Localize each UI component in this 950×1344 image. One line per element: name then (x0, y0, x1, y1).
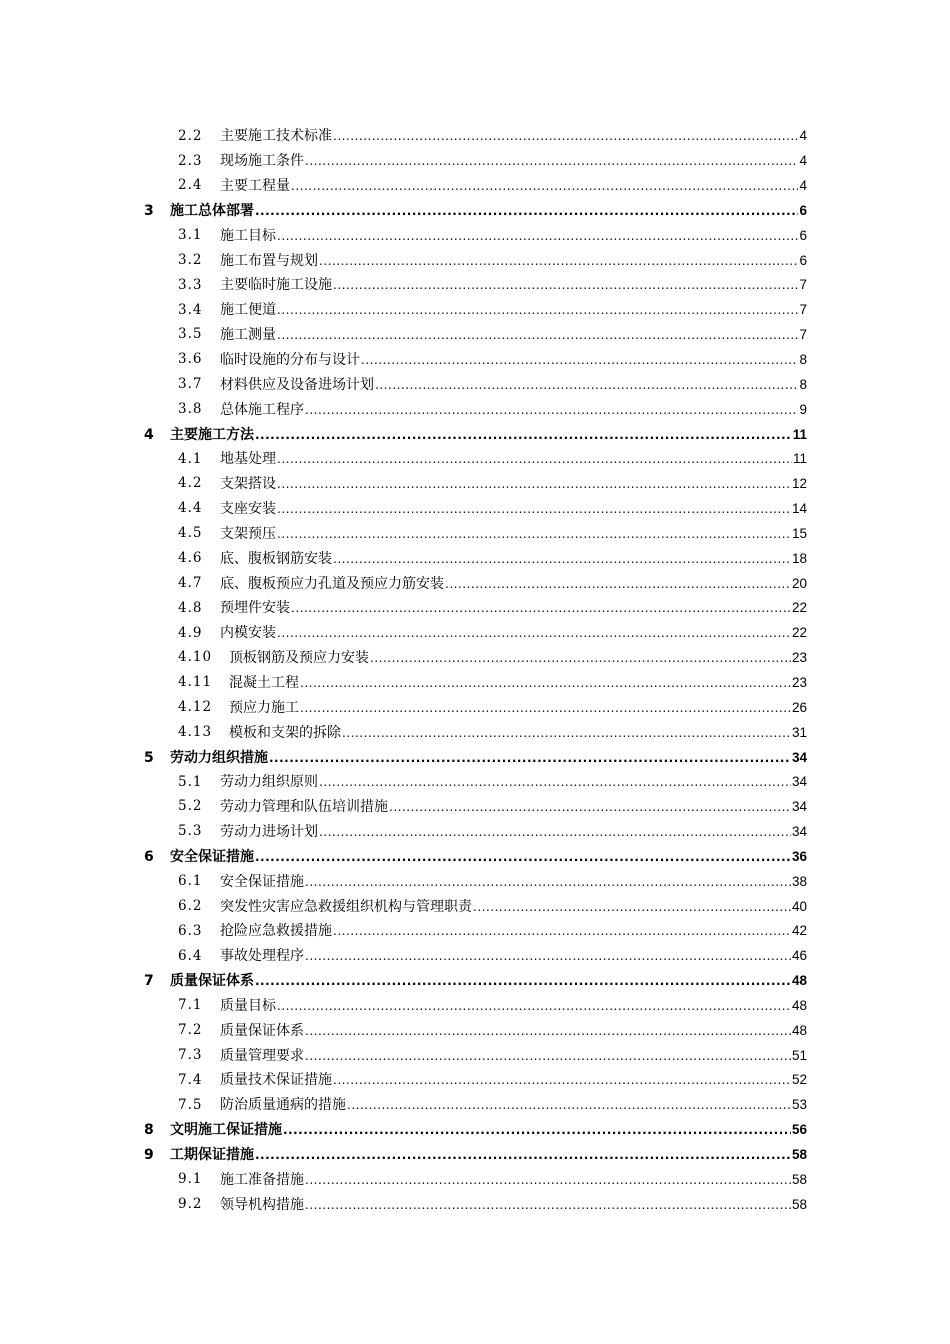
toc-entry-line (229, 701, 807, 715)
toc-entry-title: 事故处理程序 (220, 948, 304, 965)
toc-entry-line (220, 875, 807, 889)
toc-entry-number: 3.4 (178, 301, 203, 318)
toc-page-number: 11 (792, 426, 807, 442)
toc-entry-line (220, 900, 807, 914)
toc-section-entry[interactable] (0, 223, 950, 248)
toc-entry-line (220, 328, 807, 342)
toc-entry-number: 3.2 (178, 251, 203, 268)
toc-entry-title: 顶板钢筋及预应力安装 (229, 650, 369, 667)
toc-entry-line (220, 949, 807, 963)
toc-section-entry[interactable] (0, 1018, 950, 1043)
toc-entry-number: 2.2 (178, 127, 203, 144)
toc-entry-number: 6 (144, 848, 154, 865)
toc-entry-title: 劳动力组织措施 (170, 749, 268, 766)
toc-entry-line (220, 552, 807, 566)
toc-entry-line (229, 726, 807, 740)
toc-section-entry[interactable] (0, 472, 950, 497)
toc-page-number: 7 (799, 277, 807, 293)
toc-dot-leader (277, 329, 798, 341)
toc-entry-number: 8 (144, 1122, 154, 1139)
toc-section-entry[interactable] (0, 248, 950, 273)
toc-entry-title: 支架搭设 (220, 476, 276, 493)
toc-entry-title: 施工测量 (220, 327, 276, 344)
toc-entry-line (220, 1024, 807, 1038)
toc-entry-line (220, 825, 807, 839)
toc-page-number: 34 (791, 824, 807, 840)
toc-section-entry[interactable] (0, 646, 950, 671)
toc-dot-leader (283, 1124, 791, 1136)
toc-entry-line (220, 129, 807, 143)
toc-page-number: 4 (799, 128, 807, 144)
toc-entry-number: 7.2 (178, 1022, 203, 1039)
toc-section-entry[interactable] (0, 546, 950, 571)
toc-dot-leader (277, 1000, 791, 1012)
toc-page-number: 8 (799, 376, 807, 392)
toc-section-entry[interactable] (0, 1068, 950, 1093)
toc-entry-number: 4.11 (178, 674, 213, 691)
toc-entry-line (220, 154, 807, 168)
toc-dot-leader (473, 901, 791, 913)
toc-chapter-entry[interactable] (0, 745, 950, 770)
toc-entry-line (220, 924, 807, 938)
toc-page-number: 6 (799, 202, 807, 218)
toc-page-number: 11 (792, 451, 807, 467)
toc-entry-number: 7.4 (178, 1071, 203, 1088)
toc-entry-number: 5.2 (178, 798, 203, 815)
toc-entry-number: 3.7 (178, 376, 203, 393)
toc-dot-leader (445, 578, 791, 590)
toc-entry-number: 7 (144, 973, 154, 990)
toc-dot-leader (305, 950, 791, 962)
toc-entry-title: 质量技术保证措施 (220, 1072, 332, 1089)
toc-entry-line (220, 999, 807, 1013)
toc-entry-line (220, 278, 807, 292)
toc-entry-number: 4.6 (178, 550, 203, 567)
toc-entry-number: 4.1 (178, 450, 203, 467)
toc-entry-title: 底、腹板钢筋安装 (220, 550, 332, 567)
toc-entry-line (220, 1198, 807, 1212)
toc-entry-title: 施工准备措施 (220, 1171, 304, 1188)
toc-page-number: 34 (791, 774, 807, 790)
toc-entry-title: 主要施工方法 (170, 426, 254, 443)
toc-section-entry[interactable] (0, 720, 950, 745)
toc-entry-title: 模板和支架的拆除 (229, 724, 341, 741)
toc-entry-line (220, 303, 807, 317)
toc-entry-title: 质量目标 (220, 997, 276, 1014)
toc-entry-number: 7.1 (178, 997, 203, 1014)
toc-entry-title: 文明施工保证措施 (170, 1122, 282, 1139)
toc-section-entry[interactable] (0, 1192, 950, 1217)
toc-section-entry[interactable] (0, 671, 950, 696)
toc-entry-number: 3 (144, 202, 154, 219)
toc-entry-line (220, 1173, 807, 1187)
toc-entry-title: 地基处理 (220, 451, 276, 468)
toc-page-number: 53 (791, 1097, 807, 1113)
toc-entry-number: 6.4 (178, 947, 203, 964)
toc-page-number: 9 (799, 401, 807, 417)
toc-dot-leader (319, 776, 791, 788)
toc-section-entry[interactable] (0, 1167, 950, 1192)
toc-dot-leader (277, 528, 791, 540)
toc-section-entry[interactable] (0, 596, 950, 621)
toc-dot-leader (277, 453, 792, 465)
toc-entry-title: 工期保证措施 (170, 1147, 254, 1164)
toc-entry-line (170, 974, 807, 988)
toc-dot-leader (255, 429, 792, 441)
toc-entry-line (220, 452, 807, 466)
toc-page-number: 48 (791, 973, 807, 989)
toc-dot-leader (333, 925, 791, 937)
toc-section-entry[interactable] (0, 323, 950, 348)
toc-page-number: 7 (799, 302, 807, 318)
toc-dot-leader (291, 180, 798, 192)
toc-dot-leader (319, 255, 798, 267)
table-of-contents (0, 124, 950, 1217)
toc-dot-leader (300, 677, 791, 689)
toc-entry-title: 施工便道 (220, 302, 276, 319)
toc-entry-number: 4.9 (178, 624, 203, 641)
toc-section-entry[interactable] (0, 695, 950, 720)
toc-entry-title: 防治质量通病的措施 (220, 1097, 346, 1114)
toc-dot-leader (305, 1174, 791, 1186)
toc-entry-line (170, 204, 807, 218)
toc-entry-title: 主要施工技术标准 (220, 128, 332, 145)
toc-entry-line (220, 477, 807, 491)
toc-page-number: 23 (791, 674, 807, 690)
toc-entry-number: 7.5 (178, 1096, 203, 1113)
toc-entry-number: 2.4 (178, 177, 203, 194)
toc-entry-title: 抢险应急救援措施 (220, 923, 332, 940)
toc-section-entry[interactable] (0, 770, 950, 795)
toc-dot-leader (305, 876, 791, 888)
toc-page-number: 12 (791, 476, 807, 492)
toc-section-entry[interactable] (0, 621, 950, 646)
toc-entry-number: 4.13 (178, 723, 213, 740)
toc-entry-number: 4 (144, 426, 154, 443)
toc-chapter-entry[interactable] (0, 844, 950, 869)
toc-entry-number: 3.5 (178, 326, 203, 343)
toc-dot-leader (255, 1149, 791, 1161)
toc-entry-title: 劳动力组织原则 (220, 774, 318, 791)
toc-page-number: 6 (799, 227, 807, 243)
toc-section-entry[interactable] (0, 372, 950, 397)
toc-section-entry[interactable] (0, 944, 950, 969)
toc-entry-title: 领导机构措施 (220, 1196, 304, 1213)
toc-entry-number: 9.2 (178, 1195, 203, 1212)
toc-entry-line (229, 651, 807, 665)
toc-dot-leader (255, 205, 798, 217)
toc-entry-line (220, 378, 807, 392)
toc-dot-leader (361, 354, 798, 366)
toc-entry-line (170, 1123, 807, 1137)
toc-entry-number: 6.1 (178, 872, 203, 889)
toc-entry-title: 施工目标 (220, 227, 276, 244)
toc-entry-title: 安全保证措施 (220, 873, 304, 890)
toc-section-entry[interactable] (0, 298, 950, 323)
toc-entry-line (229, 676, 807, 690)
toc-entry-line (220, 229, 807, 243)
toc-page-number: 6 (799, 252, 807, 268)
toc-entry-title: 安全保证措施 (170, 848, 254, 865)
toc-entry-number: 4.8 (178, 599, 203, 616)
toc-section-entry[interactable] (0, 348, 950, 373)
toc-section-entry[interactable] (0, 273, 950, 298)
toc-page-number: 4 (799, 178, 807, 194)
toc-entry-number: 5.3 (178, 823, 203, 840)
toc-section-entry[interactable] (0, 919, 950, 944)
toc-entry-line (220, 403, 807, 417)
toc-entry-line (220, 601, 807, 615)
toc-page-number: 40 (791, 898, 807, 914)
toc-page-number: 34 (791, 749, 807, 765)
toc-page-number: 15 (791, 525, 807, 541)
toc-entry-title: 主要工程量 (220, 178, 290, 195)
toc-entry-title: 施工布置与规划 (220, 252, 318, 269)
toc-dot-leader (277, 627, 791, 639)
toc-dot-leader (333, 279, 798, 291)
toc-entry-line (220, 626, 807, 640)
toc-entry-title: 总体施工程序 (220, 401, 304, 418)
toc-section-entry[interactable] (0, 174, 950, 199)
toc-entry-title: 支架预压 (220, 525, 276, 542)
toc-entry-title: 材料供应及设备进场计划 (220, 376, 374, 393)
toc-page-number: 58 (791, 1171, 807, 1187)
toc-entry-number: 3.6 (178, 351, 203, 368)
toc-section-entry[interactable] (0, 795, 950, 820)
toc-chapter-entry[interactable] (0, 1143, 950, 1168)
toc-entry-title: 突发性灾害应急救援组织机构与管理职责 (220, 898, 472, 915)
toc-page-number: 20 (791, 575, 807, 591)
toc-entry-line (220, 577, 807, 591)
toc-section-entry[interactable] (0, 149, 950, 174)
toc-entry-number: 4.10 (178, 649, 213, 666)
toc-entry-number: 9 (144, 1147, 154, 1164)
toc-dot-leader (375, 379, 798, 391)
toc-entry-title: 质量保证体系 (170, 973, 254, 990)
toc-section-entry[interactable] (0, 447, 950, 472)
toc-dot-leader (277, 230, 798, 242)
toc-section-entry[interactable] (0, 397, 950, 422)
toc-section-entry[interactable] (0, 894, 950, 919)
toc-entry-number: 6.3 (178, 922, 203, 939)
toc-entry-line (220, 1073, 807, 1087)
toc-dot-leader (305, 155, 798, 167)
toc-dot-leader (342, 727, 791, 739)
toc-entry-line (220, 502, 807, 516)
toc-dot-leader (347, 1099, 791, 1111)
toc-entry-line (170, 1148, 807, 1162)
toc-section-entry[interactable] (0, 522, 950, 547)
toc-entry-title: 内模安装 (220, 625, 276, 642)
toc-entry-line (220, 1049, 807, 1063)
toc-entry-number: 9.1 (178, 1171, 203, 1188)
toc-entry-line (170, 850, 807, 864)
toc-dot-leader (389, 801, 791, 813)
toc-dot-leader (269, 752, 791, 764)
toc-dot-leader (277, 503, 791, 515)
toc-dot-leader (333, 1074, 791, 1086)
toc-entry-number: 5.1 (178, 773, 203, 790)
toc-entry-title: 预应力施工 (229, 699, 299, 716)
toc-page-number: 52 (791, 1072, 807, 1088)
toc-entry-title: 主要临时施工设施 (220, 277, 332, 294)
toc-page-number: 42 (791, 923, 807, 939)
toc-entry-line (220, 775, 807, 789)
toc-entry-title: 底、腹板预应力孔道及预应力筋安装 (220, 575, 444, 592)
toc-entry-number: 4.12 (178, 699, 213, 716)
toc-entry-line (170, 428, 807, 442)
toc-page-number: 7 (799, 327, 807, 343)
toc-page-number: 48 (791, 1022, 807, 1038)
toc-page-number: 56 (791, 1122, 807, 1138)
toc-entry-number: 4.4 (178, 500, 203, 517)
toc-page-number: 46 (791, 948, 807, 964)
toc-dot-leader (333, 553, 791, 565)
toc-entry-title: 劳动力管理和队伍培训措施 (220, 799, 388, 816)
toc-dot-leader (255, 851, 791, 863)
toc-page-number: 23 (791, 650, 807, 666)
toc-section-entry[interactable] (0, 820, 950, 845)
toc-entry-line (220, 179, 807, 193)
toc-page-number: 36 (791, 848, 807, 864)
toc-dot-leader (370, 652, 791, 664)
toc-chapter-entry[interactable] (0, 199, 950, 224)
toc-dot-leader (305, 404, 798, 416)
toc-page-number: 51 (791, 1047, 807, 1063)
toc-entry-line (220, 353, 807, 367)
toc-entry-number: 2.3 (178, 152, 203, 169)
toc-entry-line (220, 800, 807, 814)
toc-dot-leader (305, 1199, 791, 1211)
toc-page-number: 34 (791, 799, 807, 815)
toc-dot-leader (291, 602, 791, 614)
toc-entry-number: 3.8 (178, 400, 203, 417)
toc-entry-title: 质量管理要求 (220, 1047, 304, 1064)
toc-section-entry[interactable] (0, 994, 950, 1019)
toc-dot-leader (300, 702, 791, 714)
toc-dot-leader (305, 1025, 791, 1037)
toc-chapter-entry[interactable] (0, 1118, 950, 1143)
toc-entry-title: 现场施工条件 (220, 153, 304, 170)
toc-page-number: 22 (791, 625, 807, 641)
toc-entry-title: 劳动力进场计划 (220, 824, 318, 841)
toc-entry-number: 4.2 (178, 475, 203, 492)
toc-section-entry[interactable] (0, 571, 950, 596)
toc-page-number: 8 (799, 352, 807, 368)
toc-page-number: 58 (791, 1147, 807, 1163)
toc-chapter-entry[interactable] (0, 969, 950, 994)
toc-dot-leader (277, 478, 791, 490)
toc-page-number: 18 (791, 550, 807, 566)
toc-entry-number: 7.3 (178, 1046, 203, 1063)
toc-dot-leader (333, 130, 798, 142)
toc-entry-title: 临时设施的分布与设计 (220, 352, 360, 369)
toc-section-entry[interactable] (0, 124, 950, 149)
toc-page-number: 22 (791, 600, 807, 616)
toc-entry-title: 预埋件安装 (220, 600, 290, 617)
toc-entry-number: 6.2 (178, 897, 203, 914)
toc-page-number: 48 (791, 997, 807, 1013)
toc-entry-line (220, 527, 807, 541)
toc-page-number: 26 (791, 699, 807, 715)
toc-entry-title: 质量保证体系 (220, 1022, 304, 1039)
toc-page-number: 14 (791, 501, 807, 517)
toc-entry-title: 混凝土工程 (229, 674, 299, 691)
toc-entry-number: 3.1 (178, 227, 203, 244)
toc-entry-line (220, 1098, 807, 1112)
toc-page-number: 31 (791, 724, 807, 740)
toc-entry-number: 4.5 (178, 525, 203, 542)
toc-section-entry[interactable] (0, 1043, 950, 1068)
toc-section-entry[interactable] (0, 497, 950, 522)
toc-entry-title: 施工总体部署 (170, 202, 254, 219)
toc-dot-leader (277, 304, 798, 316)
toc-dot-leader (319, 826, 791, 838)
toc-page-number: 38 (791, 873, 807, 889)
toc-entry-title: 支座安装 (220, 501, 276, 518)
toc-page-number: 4 (799, 153, 807, 169)
toc-section-entry[interactable] (0, 869, 950, 894)
toc-dot-leader (255, 975, 791, 987)
toc-entry-number: 4.7 (178, 574, 203, 591)
toc-chapter-entry[interactable] (0, 422, 950, 447)
toc-entry-number: 5 (144, 749, 154, 766)
toc-page-number: 58 (791, 1196, 807, 1212)
toc-section-entry[interactable] (0, 1093, 950, 1118)
toc-entry-line (220, 254, 807, 268)
toc-dot-leader (305, 1050, 791, 1062)
toc-entry-line (170, 751, 807, 765)
toc-entry-number: 3.3 (178, 276, 203, 293)
